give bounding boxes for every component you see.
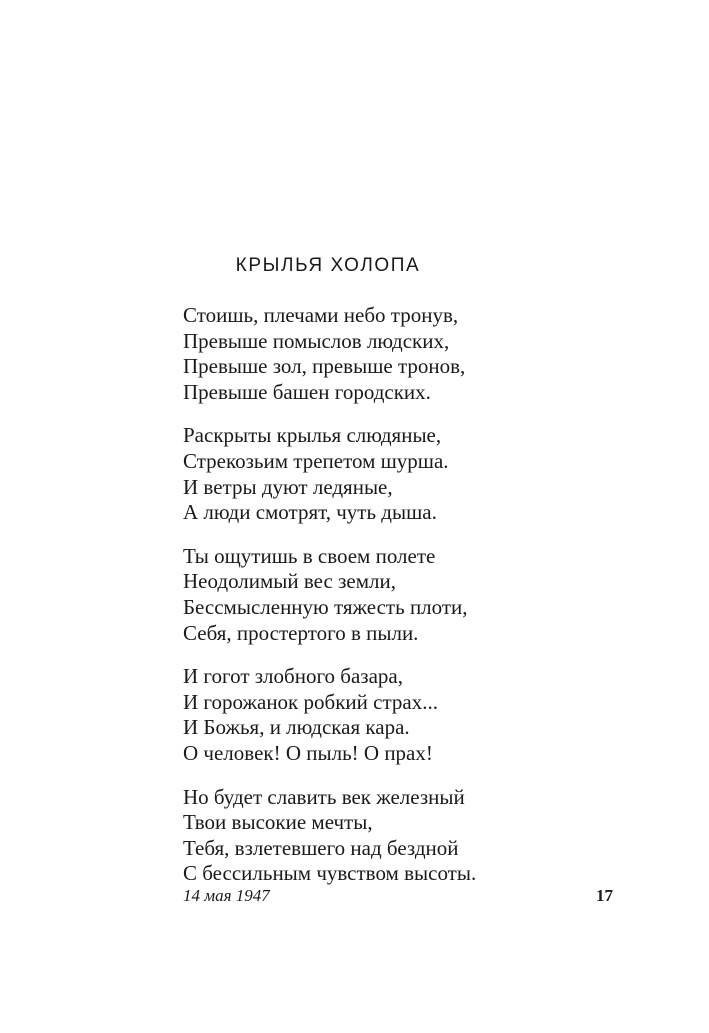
- stanza-5: [183, 785, 623, 887]
- stanza-1: [183, 303, 623, 405]
- poem-line: Превыше зол, превыше тронов,: [183, 354, 466, 379]
- poem-line: И ветры дуют ледяные,: [183, 474, 393, 499]
- poem-line: Бессмысленную тяжесть плоти,: [183, 594, 468, 619]
- poem-line: Превыше башен городских.: [183, 379, 431, 404]
- poem-line: Неодолимый вес земли,: [183, 569, 396, 594]
- poem-line: Раскрыты крылья слюдяные,: [183, 423, 442, 448]
- stanza-4: [183, 664, 623, 766]
- poem-line: А люди смотрят, чуть дыша.: [183, 500, 437, 525]
- poem-date: 14 мая 1947: [183, 886, 270, 905]
- poem-line: Превыше помыслов людских,: [183, 328, 450, 353]
- poem-line: Тебя, взлетевшего над бездной: [183, 835, 459, 860]
- poem-line: Себя, простертого в пыли.: [183, 620, 419, 645]
- poem-body: [183, 303, 623, 905]
- poem-line: Стрекозьим трепетом шурша.: [183, 448, 449, 473]
- poem-line: И Божья, и людская кара.: [183, 715, 410, 740]
- poem-line: И гогот злобного базара,: [183, 664, 403, 689]
- poem-line: Стоишь, плечами небо тронув,: [183, 303, 459, 327]
- poem-title: КРЫЛЬЯ ХОЛОПА: [235, 255, 421, 276]
- poem-line: Но будет славить век железный: [183, 784, 465, 809]
- poem-line: И горожанок робкий страх...: [183, 689, 438, 714]
- poem-line: О человек! О пыль! О прах!: [183, 740, 433, 765]
- poem-line: С бессильным чувством высоты.: [183, 861, 477, 886]
- poem-line: Ты ощутишь в своем полете: [183, 543, 436, 568]
- page-number: 17: [596, 886, 613, 905]
- stanza-2: [183, 423, 623, 525]
- stanza-3: [183, 544, 623, 646]
- poem-line: Твои высокие мечты,: [183, 810, 373, 835]
